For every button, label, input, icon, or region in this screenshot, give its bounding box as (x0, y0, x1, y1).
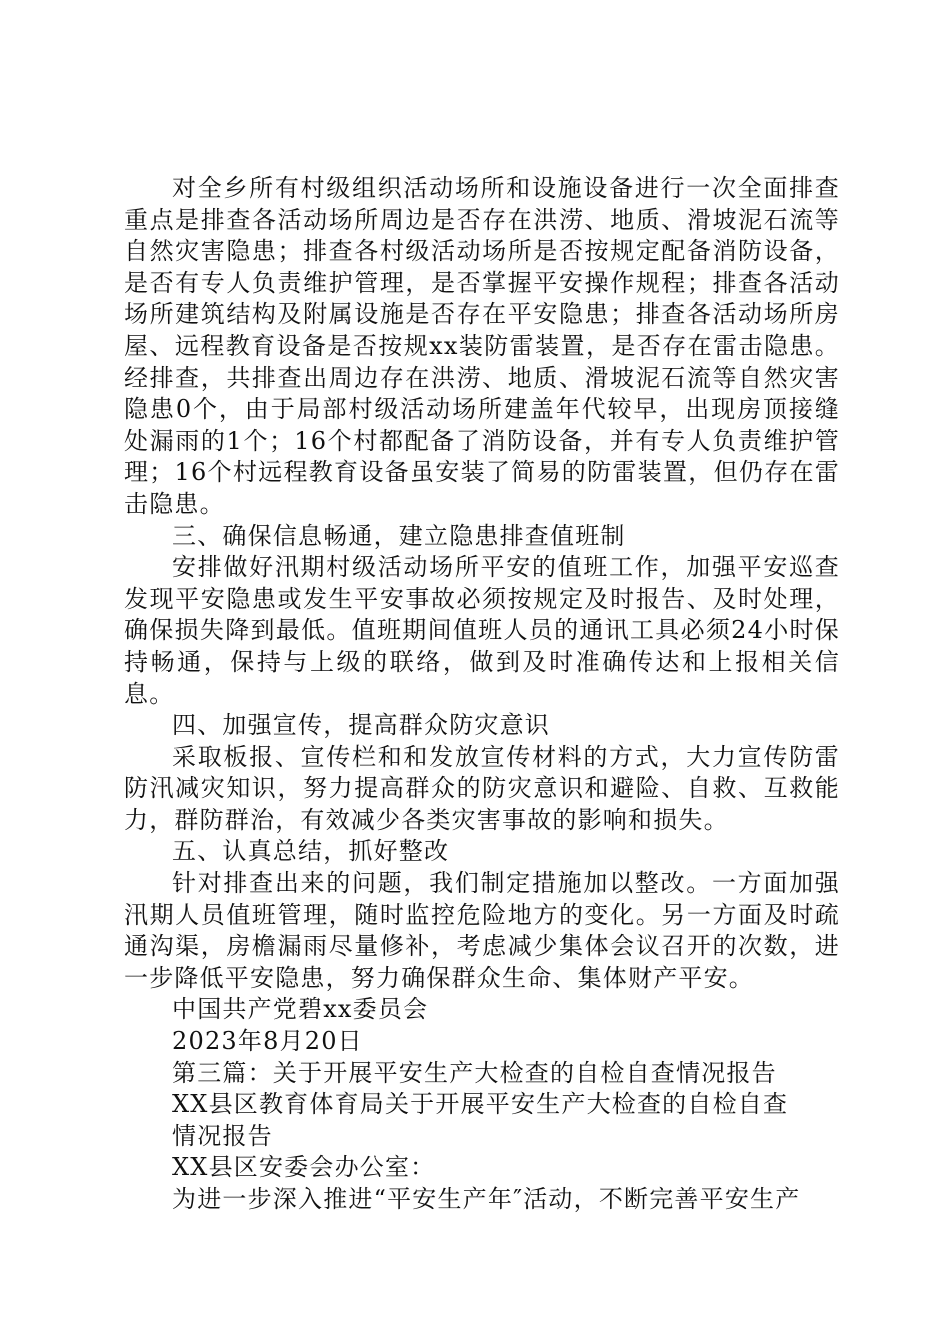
paragraph-duty-system: 安排做好汛期村级活动场所平安的值班工作，加强平安巡查发现平安隐患或发生平安事故必须按规定及时报告、及时处理，确保损失降到最低。值班期间值班人员的通讯工具必须24小时保持畅通，保持与上级的联络，做到及时准确传达和上报相关信息。 (124, 553, 840, 708)
paragraph-publicity: 采取板报、宣传栏和和发放宣传材料的方式，大力宣传防雷防汛减灾知识，努力提高群众的防灾意识和避险、自救、互救能力，群防群治，有效减少各类灾害事故的影响和损失。 (124, 742, 840, 834)
next-section-title: 第三篇：关于开展平安生产大检查的自检自查情况报告 (172, 1058, 777, 1087)
section-heading-5: 五、认真总结，抓好整改 (172, 837, 450, 866)
signature-organization: 中国共产党碧xx委员会 (172, 995, 429, 1024)
report-opening-line: 为进一步深入推进“平安生产年″活动，不断完善平安生产 (172, 1185, 801, 1213)
report-title-line-1: XX县区教育体育局关于开展平安生产大检查的自检自查 (172, 1090, 789, 1119)
report-addressee: XX县区安委会办公室： (172, 1153, 436, 1182)
report-title-line-2: 情况报告 (172, 1121, 273, 1150)
signature-date: 2023年8月20日 (172, 1027, 363, 1056)
section-heading-4: 四、加强宣传，提高群众防灾意识 (172, 711, 550, 740)
section-heading-3: 三、确保信息畅通，建立隐患排查值班制 (172, 521, 626, 550)
paragraph-rectification: 针对排查出来的问题，我们制定措施加以整改。一方面加强汛期人员值班管理，随时监控危险地方的变化。另一方面及时疏通沟渠，房檐漏雨尽量修补，考虑减少集体会议召开的次数，进一步降低平安隐患，努力确保群众生命、集体财产平安。 (124, 869, 840, 992)
document-body (124, 173, 840, 1216)
paragraph-inspection-findings: 对全乡所有村级组织活动场所和设施设备进行一次全面排查重点是排查各活动场所周边是否存在洪涝、地质、滑坡泥石流等自然灾害隐患；排查各村级活动场所是否按规定配备消防设备，是否有专人负责维护管理，是否掌握平安操作规程；排查各活动场所建筑结构及附属设施是否存在平安隐患；排查各活动场所房屋、远程教育设备是否按规xx装防雷装置，是否存在雷击隐患。经排查，共排查出周边存在洪涝、地质、滑坡泥石流等自然灾害隐患0个，由于局部村级活动场所建盖年代较早，出现房顶接缝处漏雨的1个；16个村都配备了消防设备，并有专人负责维护管理；16个村远程教育设备虽安装了简易的防雷装置，但仍存在雷击隐患。 (124, 174, 840, 518)
